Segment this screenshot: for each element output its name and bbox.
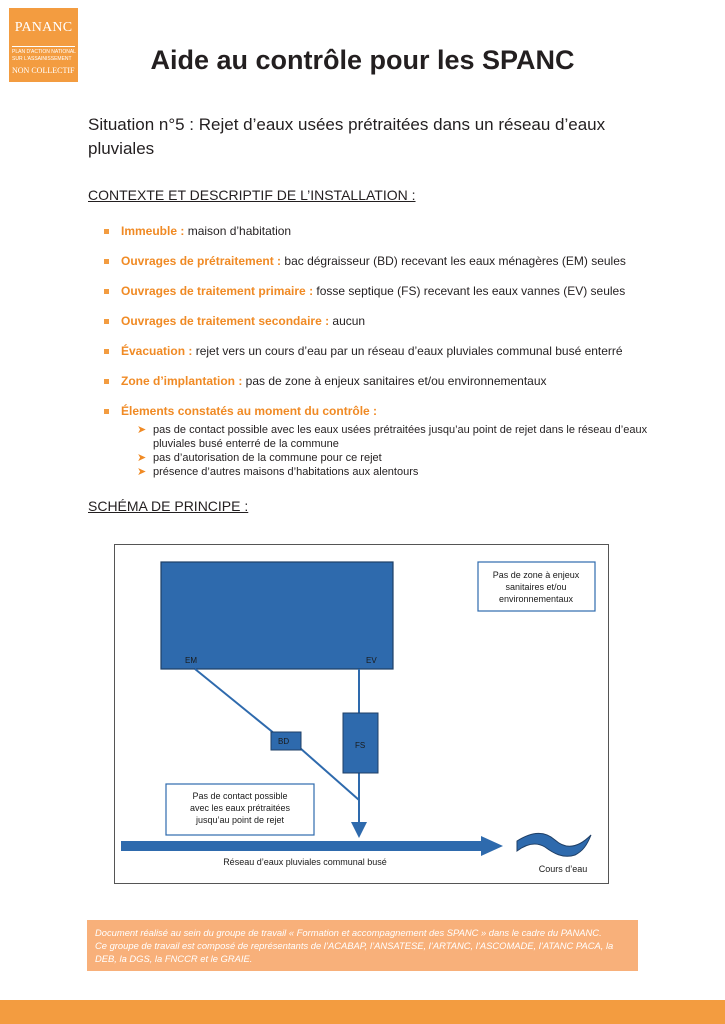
item-key: Ouvrages de traitement primaire : bbox=[121, 284, 314, 298]
em-pipe bbox=[195, 669, 275, 734]
network-arrowhead bbox=[481, 836, 503, 856]
bullet-square-icon bbox=[104, 319, 109, 324]
contact-note-line-3: jusqu’au point de rejet bbox=[195, 815, 285, 825]
item-key: Élements constatés au moment du contrôle : bbox=[121, 404, 378, 418]
list-item bbox=[103, 344, 663, 374]
bottom-bar bbox=[0, 1000, 725, 1024]
principle-diagram bbox=[114, 544, 609, 884]
item-key: Zone d’implantation : bbox=[121, 374, 243, 388]
item-value: rejet vers un cours d’eau par un réseau d’eaux pluviales communal busé enterré bbox=[192, 344, 623, 358]
river-wave bbox=[517, 833, 591, 856]
finding-item bbox=[137, 423, 657, 451]
zone-note-line-3: environnementaux bbox=[498, 594, 574, 604]
ev-label: EV bbox=[366, 656, 377, 665]
list-item bbox=[103, 404, 663, 479]
network-label: Réseau d’eaux pluviales communal busé bbox=[223, 857, 387, 867]
finding-text: pas d’autorisation de la commune pour ce rejet bbox=[153, 452, 382, 464]
em-label: EM bbox=[185, 656, 197, 665]
item-key: Immeuble : bbox=[121, 224, 185, 238]
footer-line-1: Document réalisé au sein du groupe de travail « Formation et accompagnement des SPANC » dans le cadre du PANANC. bbox=[95, 927, 602, 938]
bullet-square-icon bbox=[104, 289, 109, 294]
item-key: Ouvrages de prétraitement : bbox=[121, 254, 282, 268]
bd-label: BD bbox=[278, 737, 290, 746]
logo-line-1: PLAN D'ACTION NATIONAL bbox=[12, 49, 76, 55]
bullet-square-icon bbox=[104, 229, 109, 234]
item-value: maison d’habitation bbox=[184, 224, 292, 238]
findings-list bbox=[137, 423, 657, 479]
zone-note-line-2: sanitaires et/ou bbox=[505, 582, 567, 592]
zone-note-line-1: Pas de zone à enjeux bbox=[492, 570, 580, 580]
bullet-square-icon bbox=[104, 409, 109, 414]
bullet-square-icon bbox=[104, 379, 109, 384]
arrow-right-icon: ➤ bbox=[137, 424, 147, 436]
list-item bbox=[103, 374, 663, 404]
contact-note-line-2: avec les eaux prétraitées bbox=[189, 803, 291, 813]
item-value: fosse septique (FS) recevant les eaux vannes (EV) seules bbox=[313, 284, 626, 298]
list-item bbox=[103, 314, 663, 344]
item-value: bac dégraisseur (BD) recevant les eaux ménagères (EM) seules bbox=[281, 254, 626, 268]
item-key: Ouvrages de traitement secondaire : bbox=[121, 314, 330, 328]
list-item bbox=[103, 284, 663, 314]
schema-heading: SCHÉMA DE PRINCIPE : bbox=[88, 498, 249, 514]
contact-note-line-1: Pas de contact possible bbox=[192, 791, 288, 801]
finding-item bbox=[137, 465, 657, 479]
logo-line-2: SUR L'ASSAINISSEMENT bbox=[12, 56, 72, 62]
diagram-svg bbox=[115, 545, 610, 885]
bullet-square-icon bbox=[104, 349, 109, 354]
footer-line-3: DEB, la DGS, la FNCCR et le GRAIE. bbox=[95, 953, 253, 964]
bullet-square-icon bbox=[104, 259, 109, 264]
context-heading: CONTEXTE ET DESCRIPTIF DE L’INSTALLATION : bbox=[88, 187, 416, 203]
house-block bbox=[161, 562, 393, 669]
finding-item bbox=[137, 451, 657, 465]
finding-text: présence d’autres maisons d’habitations aux alentours bbox=[153, 466, 419, 478]
network-pipe bbox=[121, 841, 483, 851]
list-item bbox=[103, 224, 663, 254]
fs-label: FS bbox=[355, 741, 366, 750]
list-item bbox=[103, 254, 663, 284]
installation-list bbox=[103, 224, 663, 479]
footer-line-2: Ce groupe de travail est composé de représentants de l’ACABAP, l’ANSATESE, l’ARTANC, l’ASCOMADE, l’ATANC PACA, la bbox=[95, 940, 614, 951]
finding-text: pas de contact possible avec les eaux usées prétraitées jusqu’au point de rejet dans le réseau d’eaux pluviales busé enterré de la commune bbox=[153, 424, 648, 450]
logo-name: PANANC bbox=[14, 20, 73, 35]
item-value: aucun bbox=[329, 314, 366, 328]
situation-heading: Situation n°5 : Rejet d’eaux usées prétraitées dans un réseau d’eaux pluviales bbox=[88, 115, 606, 158]
footer-note bbox=[87, 920, 638, 971]
arrow-right-icon: ➤ bbox=[137, 466, 147, 478]
river-label: Cours d’eau bbox=[538, 864, 588, 874]
page-title: Aide au contrôle pour les SPANC bbox=[150, 45, 575, 75]
item-key: Évacuation : bbox=[121, 344, 193, 358]
logo-line-3: NON COLLECTIF bbox=[12, 66, 75, 75]
item-value: pas de zone à enjeux sanitaires et/ou environnementaux bbox=[242, 374, 547, 388]
arrow-right-icon: ➤ bbox=[137, 452, 147, 464]
